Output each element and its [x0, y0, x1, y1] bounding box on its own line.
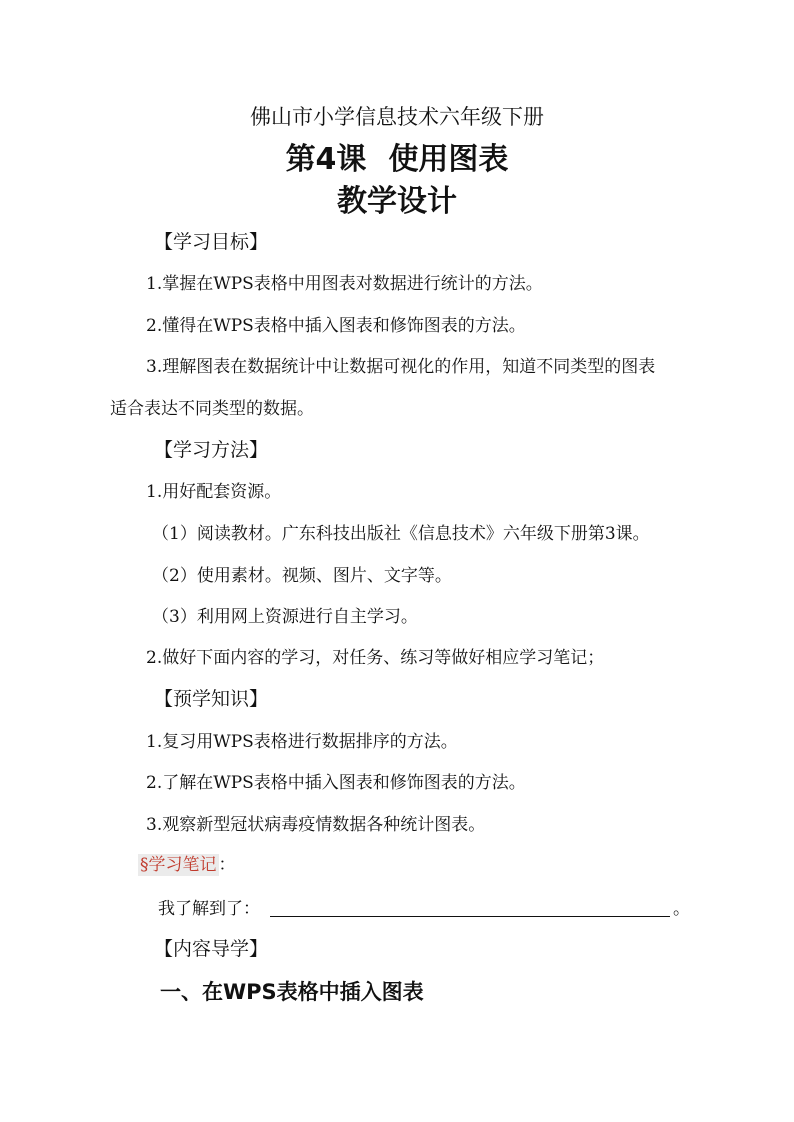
method-subitem-2: （2）使用素材。视频、图片、文字等。 — [152, 566, 452, 586]
section-one-heading: 一、在WPS表格中插入图表 — [160, 980, 424, 1004]
study-notes-label — [138, 852, 236, 878]
answer-end-mark: 。 — [673, 899, 690, 919]
objective-item-1: 1.掌握在WPS表格中用图表对数据进行统计的方法。 — [146, 274, 543, 294]
study-notes-highlight: §学习笔记 — [140, 855, 217, 875]
objective-item-3-continuation: 适合表达不同类型的数据。 — [110, 399, 314, 419]
document-type-title: 教学设计 — [337, 184, 457, 219]
series-title: 佛山市小学信息技术六年级下册 — [250, 105, 544, 129]
objective-item-3: 3.理解图表在数据统计中让数据可视化的作用，知道不同类型的图表 — [146, 357, 656, 377]
method-subitem-1: （1）阅读教材。广东科技出版社《信息技术》六年级下册第3课。 — [152, 524, 650, 544]
preview-item-2: 2.了解在WPS表格中插入图表和修饰图表的方法。 — [146, 773, 526, 793]
objective-item-2: 2.懂得在WPS表格中插入图表和修饰图表的方法。 — [146, 316, 526, 336]
study-notes-colon: ： — [218, 855, 236, 875]
answer-blank-line[interactable] — [270, 916, 670, 917]
method-subitem-3: （3）利用网上资源进行自主学习。 — [152, 607, 418, 627]
method-item-1: 1.用好配套资源。 — [146, 482, 282, 502]
methods-heading: 【学习方法】 — [154, 439, 269, 461]
lesson-name: 使用图表 — [388, 142, 509, 177]
method-item-2: 2.做好下面内容的学习，对任务、练习等做好相应学习笔记； — [146, 648, 605, 668]
lesson-title — [0, 140, 794, 180]
preview-item-3: 3.观察新型冠状病毒疫情数据各种统计图表。 — [146, 815, 486, 835]
preview-item-1: 1.复习用WPS表格进行数据排序的方法。 — [146, 732, 458, 752]
objectives-heading: 【学习目标】 — [154, 231, 269, 253]
learned-prompt: 我了解到了： — [158, 899, 260, 919]
content-guide-heading: 【内容导学】 — [154, 938, 269, 960]
preview-heading: 【预学知识】 — [154, 688, 269, 710]
lesson-number: 第4课 — [285, 142, 367, 177]
